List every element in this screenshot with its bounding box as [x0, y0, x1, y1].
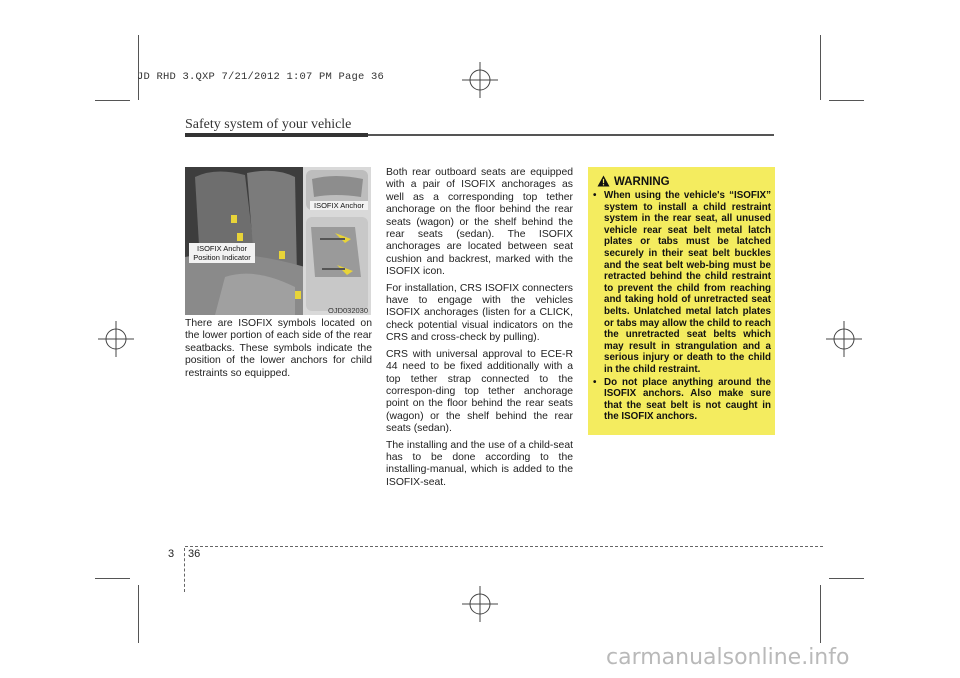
paragraph: CRS with universal approval to ECE-R 44 need to be fixed additionally with a top tether strap connected to the correspon-ding top tether anchorage point on the floor behind the rear seats (wagon) or the shelf behind the rear seats (sedan). [386, 348, 573, 435]
crop-mark [138, 585, 139, 643]
isofix-symbols-paragraph: There are ISOFIX symbols located on the lower portion of each side of the rear seatbacks. These symbols indicate the position of the lower anchors for child restraints so equipped. [185, 318, 372, 379]
warning-item [593, 190, 771, 376]
position-indicator-label-line1: ISOFIX Anchor [196, 244, 248, 253]
footer-rule [185, 546, 823, 547]
warning-item-text: When using the vehicle's “ISOFIX” system to install a child restraint system in the rear seat, all unused vehicle rear seat belt metal latch plates or tabs must be latched securely in their seat belt buckles and the seat belt web-bing must be retracted behind the child restraint to prevent the child from reaching and taking hold of unretracted seat belts. Unlatched metal latch plates or tabs may allow the child to reach the unretracted seat belts which may result in strangulation and a serious injury or death to the child in the child restraint. [604, 190, 771, 375]
registration-mark-icon [462, 62, 498, 98]
crop-mark [829, 100, 864, 101]
footer-divider [184, 548, 185, 592]
print-slug: JD RHD 3.QXP 7/21/2012 1:07 PM Page 36 [137, 71, 385, 83]
isofix-figure [185, 167, 371, 315]
chapter-number: 3 [168, 548, 175, 560]
position-indicator-label [189, 243, 255, 263]
bullet-icon: • [593, 190, 597, 201]
section-title: Safety system of your vehicle [185, 117, 352, 132]
warning-item [593, 377, 771, 423]
warning-item-text: Do not place anything around the ISOFIX anchors. Also make sure that the seat belt is not caught in the ISOFIX anchors. [604, 376, 771, 423]
position-indicator-label-line2: Position Indicator [193, 253, 251, 262]
figure-code: OJD032030 [328, 306, 369, 315]
paragraph: Both rear outboard seats are equipped with a pair of ISOFIX anchorages as well as a corresponding top tether anchorage on the floor behind the rear seats (wagon) or the shelf behind the rear seats (sedan). The ISOFIX anchorages are located between seat cushion and backrest, marked with the ISOFIX icon. [386, 167, 573, 278]
rear-seat-illustration [185, 167, 371, 315]
middle-column [386, 167, 573, 493]
crop-mark [95, 578, 130, 579]
warning-triangle-icon [597, 175, 610, 187]
registration-mark-icon [98, 321, 134, 357]
left-column [185, 318, 372, 384]
title-rule-accent [185, 133, 368, 137]
crop-mark [138, 35, 139, 100]
crop-mark [820, 585, 821, 643]
bullet-icon: • [593, 376, 597, 388]
watermark: carmanualsonline.info [606, 645, 850, 670]
warning-list [593, 190, 771, 424]
registration-mark-icon [826, 321, 862, 357]
paragraph: For installation, CRS ISOFIX connecters have to engage with the vehicles ISOFIX anchorages (listen for a CLICK, check potential visual indicators on the CRS and cross-check by pulling). [386, 282, 573, 344]
crop-mark [95, 100, 130, 101]
warning-title: WARNING [614, 176, 670, 188]
crop-mark [829, 578, 864, 579]
paragraph: The installing and the use of a child-seat has to be done according to the installing-manual, which is added to the ISOFIX-seat. [386, 439, 573, 488]
registration-mark-icon [462, 586, 498, 622]
crop-mark [820, 35, 821, 100]
page-number: 36 [188, 548, 201, 560]
isofix-anchor-label: ISOFIX Anchor [310, 201, 368, 210]
